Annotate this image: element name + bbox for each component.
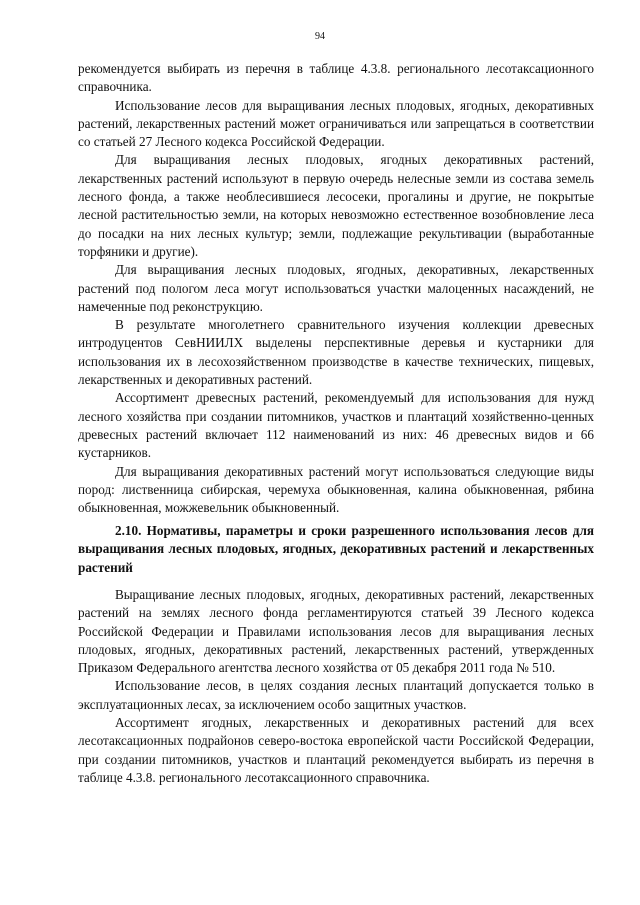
paragraph: рекомендуется выбирать из перечня в таблице 4.3.8. регионального лесотаксационного справочника.	[78, 61, 594, 95]
paragraph: Для выращивания декоративных растений могут использоваться следующие виды пород: лиственница сибирская, черемуха обыкновенная, калина обыкновенная, рябина обыкновенная, можжевельник обыкновенный.	[78, 463, 594, 516]
paragraph: Ассортимент ягодных, лекарственных и декоративных растений для всех лесотаксационных подрайонов северо-востока европейской части Российской Федерации, при создании питомников, участков и плантаций рекомендуется выбирать из перечня в таблице 4.3.8. регионального лесотаксационного справочника.	[78, 715, 594, 785]
body-text-bottom	[78, 586, 594, 787]
section-heading: 2.10. Нормативы, параметры и сроки разрешенного использования лесов для выращивания лесных плодовых, ягодных, декоративных растений и лекарственных растений	[78, 523, 594, 575]
paragraph: В результате многолетнего сравнительного изучения коллекции древесных интродуцентов СевНИИЛХ выделены перспективные деревья и кустарники для использования их в лесохозяйственном производстве в качестве технических, пищевых, лекарственных и декоративных растений.	[78, 317, 594, 388]
paragraph: Использование лесов для выращивания лесных плодовых, ягодных, декоративных растений, лекарственных растений может ограничиваться или запрещаться в соответствии со статьей 27 Лесного кодекса Российской Федерации.	[78, 97, 594, 150]
paragraph: Использование лесов, в целях создания лесных плантаций допускается только в эксплуатационных лесах, за исключением особо защитных участков.	[78, 678, 594, 712]
paragraph: Для выращивания лесных плодовых, ягодных, декоративных, лекарственных растений под пологом леса могут использоваться участки малоценных насаждений, не намеченные под реконструкцию.	[78, 262, 594, 314]
body-text-top	[78, 60, 594, 517]
paragraph: Ассортимент древесных растений, рекомендуемый для использования для нужд лесного хозяйства при создании питомников, участков и плантаций хозяйственно-ценных древесных растений включает 112 наименований из них: 46 древесных видов и 66 кустарников.	[78, 390, 594, 461]
paragraph: Выращивание лесных плодовых, ягодных, декоративных растений, лекарственных растений на землях лесного фонда регламентируются статьей 39 Лесного кодекса Российской Федерации и Правилами использования лесов для выращивания лесных плодовых, ягодных, декоративных растений, лекарственных растений, утвержденных Приказом Федерального агентства лесного хозяйства от 05 декабря 2011 года № 510.	[78, 587, 594, 676]
page-number: 94	[315, 31, 325, 42]
paragraph: Для выращивания лесных плодовых, ягодных декоративных растений, лекарственных растений используют в первую очередь нелесные земли из состава земель лесного фонда, а также необлесившиеся лесосеки, прогалины и другие, не покрытые лесной растительностью земли, на которых невозможно естественное возобновление леса до посадки на них лесных культур; земли, подлежащие рекультивации (выработанные торфяники и другие).	[78, 152, 594, 259]
